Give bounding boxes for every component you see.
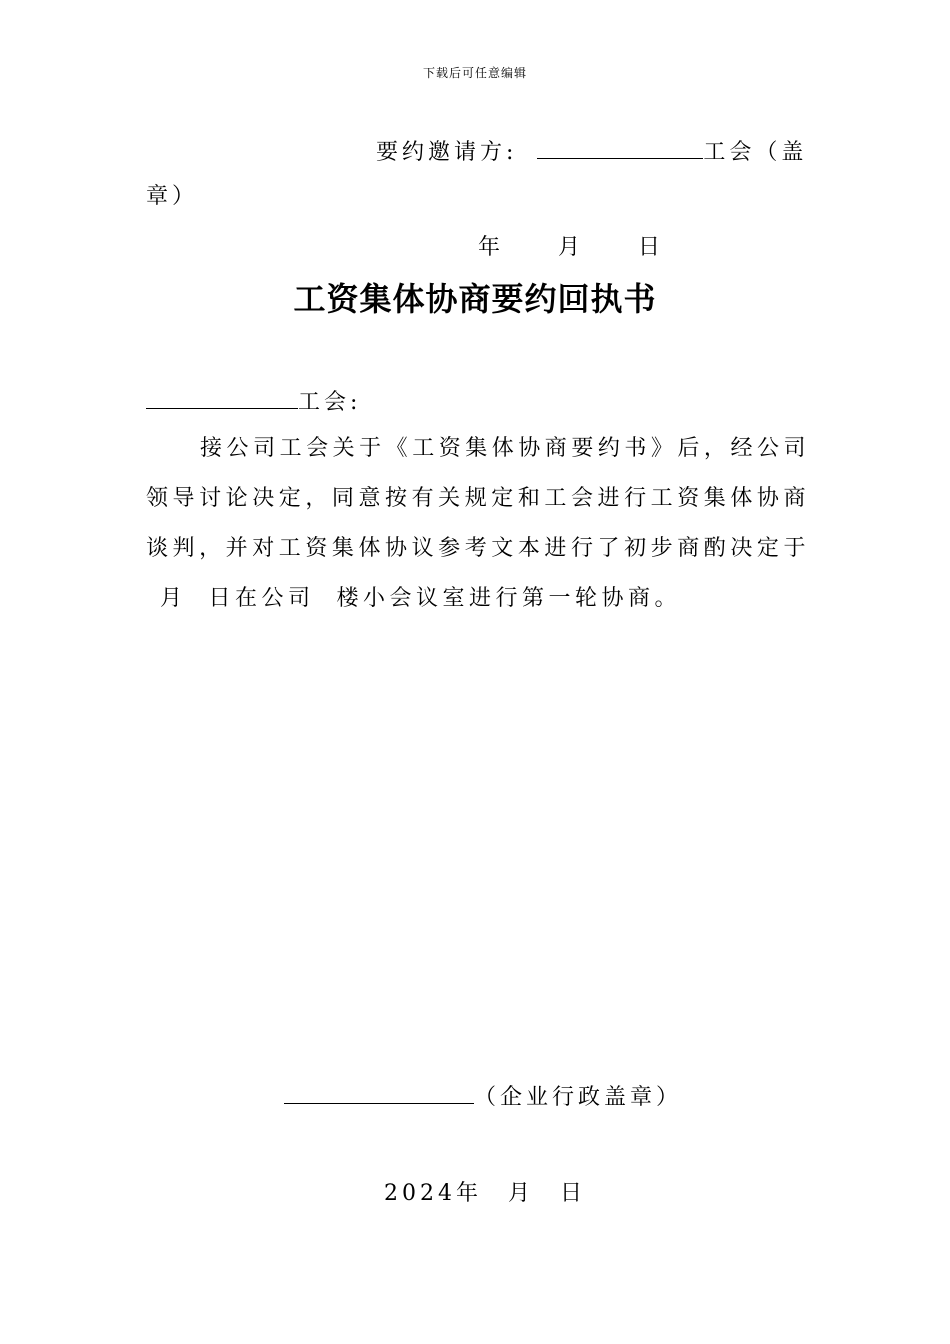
- top-date-month: 月: [558, 235, 585, 260]
- inviter-line: [376, 138, 807, 164]
- body-part1: 接公司工会关于《工资集体协商要约书》后，经公司领导讨论决定，同意按有关规定和工会进行工资集体协商谈判，并对工资集体协议参考文本进行了初步商酌决定于: [146, 436, 810, 561]
- bottom-date-month: 月: [508, 1181, 535, 1206]
- salutation-blank: [146, 388, 298, 409]
- body-month: 月: [160, 586, 187, 611]
- inviter-union-suffix: 工会（盖: [703, 140, 808, 165]
- document-title: 工资集体协商要约回执书: [293, 280, 657, 318]
- top-date-year: 年: [478, 235, 505, 260]
- salutation-line: [146, 388, 361, 414]
- top-date-day: 日: [638, 235, 665, 260]
- body-part2: 日在公司: [208, 586, 315, 611]
- bottom-date-year: 2024年: [384, 1181, 482, 1206]
- body-paragraph: [146, 424, 810, 624]
- signature-line: [284, 1083, 682, 1109]
- inviter-label: 要约邀请方:: [376, 140, 518, 165]
- body-part3: 楼小会议室进行第一轮协商。: [336, 586, 682, 611]
- header-note: 下载后可任意编辑: [422, 66, 527, 80]
- top-date: [478, 237, 664, 259]
- signature-blank: [284, 1083, 474, 1104]
- bottom-date: [384, 1183, 586, 1205]
- inviter-blank: [537, 138, 703, 159]
- bottom-date-day: 日: [560, 1181, 587, 1206]
- salutation-suffix: 工会:: [298, 390, 362, 415]
- signature-label: （企业行政盖章）: [474, 1085, 683, 1110]
- inviter-continued: 章）: [146, 184, 199, 209]
